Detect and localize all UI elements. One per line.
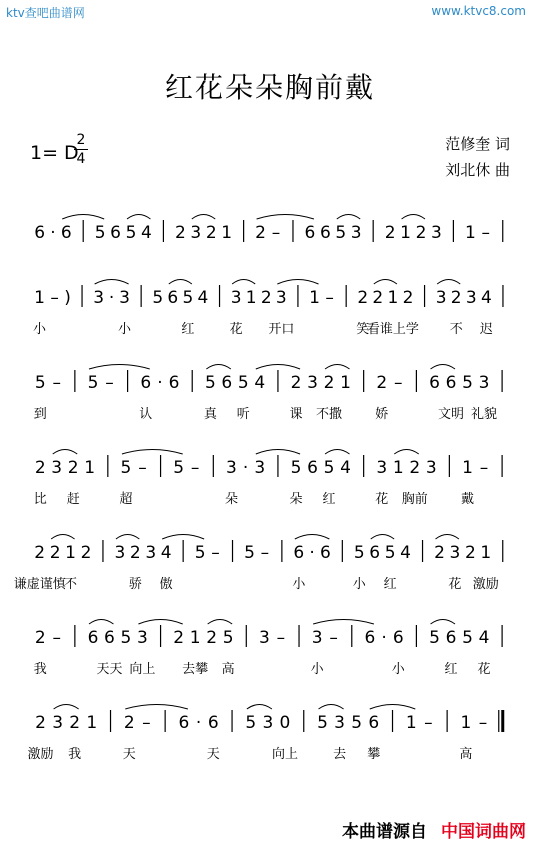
dash-note: – <box>276 628 286 648</box>
note: 5 <box>429 628 440 648</box>
note: 6 <box>364 628 376 648</box>
note: 1 <box>34 288 45 308</box>
slur <box>54 705 79 710</box>
lyric: 向上 <box>129 662 156 677</box>
note: 1 <box>84 458 96 478</box>
slur <box>325 365 349 370</box>
lyric: 看谁上学 <box>366 322 419 337</box>
lyric: 不撒 <box>316 407 343 422</box>
slur <box>431 365 455 370</box>
slur <box>370 705 416 710</box>
lyricist-credit: 范修奎 词 <box>445 135 510 153</box>
slur <box>53 450 77 455</box>
note: 1 <box>309 288 320 308</box>
note: 2 <box>80 543 92 563</box>
slur <box>437 280 460 285</box>
note: 3 <box>435 288 447 308</box>
lyric: 花 <box>477 662 491 677</box>
note: 2 <box>376 373 388 393</box>
lyric: 天天 <box>96 662 123 677</box>
note: 2 <box>402 288 414 308</box>
note: 6 <box>34 223 46 243</box>
lyric: 课 <box>289 407 303 422</box>
lyric: 天 <box>122 747 136 762</box>
source-footer <box>342 817 526 842</box>
dot-mark: · <box>50 223 56 243</box>
note: 5 <box>173 458 185 478</box>
note: 5 <box>125 223 137 243</box>
slur <box>431 620 455 625</box>
lyric: 花 <box>229 322 243 337</box>
note: 6 <box>168 373 180 393</box>
slur <box>325 450 349 455</box>
slur <box>313 620 374 625</box>
lyric: 红 <box>444 662 458 677</box>
note: 5 <box>204 373 216 393</box>
note: 3 <box>449 543 461 563</box>
note: 5 <box>462 373 473 393</box>
note: 2 <box>434 543 445 563</box>
note: 4 <box>197 288 209 308</box>
note: 6 <box>140 373 152 393</box>
lyric: 高 <box>459 747 473 762</box>
lyric: 小 <box>118 322 132 337</box>
lyric: 小 <box>33 322 47 337</box>
note: 1 <box>400 223 411 243</box>
note: 5 <box>237 373 249 393</box>
note: 2 <box>123 713 135 733</box>
note: 2 <box>323 373 335 393</box>
dash-note: – <box>329 628 338 648</box>
note: 3 <box>226 458 237 478</box>
lyric: 迟 <box>479 322 493 337</box>
slur <box>51 535 74 540</box>
slur <box>138 620 182 625</box>
slur <box>89 365 150 370</box>
lyric: 礼貌 <box>470 407 497 422</box>
lyric: 激励 <box>472 577 499 592</box>
note: 5 <box>152 288 164 308</box>
slur <box>319 705 344 710</box>
dot-mark: · <box>195 713 202 733</box>
time-signature-bottom: 4 <box>76 151 86 167</box>
note: 1 <box>462 458 473 478</box>
slur <box>206 365 230 370</box>
note: 3 <box>262 713 274 733</box>
dash-note: – <box>271 223 281 243</box>
note: 5 <box>335 223 347 243</box>
lyric: 攀 <box>367 747 381 762</box>
note: 5 <box>323 458 335 478</box>
note: 6 <box>207 713 219 733</box>
lyric: 赶 <box>66 492 80 507</box>
lyric: 到 <box>33 407 47 422</box>
song-title: 红花朵朵胸前戴 <box>164 71 375 104</box>
lyric: 小 <box>391 662 405 677</box>
dash-note: – <box>190 458 200 478</box>
note: 2 <box>67 458 79 478</box>
dash-note: – <box>50 288 59 308</box>
slur <box>436 535 459 540</box>
slur <box>169 280 192 285</box>
lyric: 比 <box>33 492 47 507</box>
note: 2 <box>129 543 141 563</box>
lyric: 胸前 <box>401 492 428 507</box>
note: 3 <box>145 543 157 563</box>
note: 2 <box>173 628 185 648</box>
slur <box>232 280 255 285</box>
note: 2 <box>34 628 46 648</box>
slur <box>394 450 418 455</box>
note: 4 <box>141 223 152 243</box>
dash-note: – <box>325 288 334 308</box>
note: 3 <box>431 223 442 243</box>
dash-note: – <box>479 458 489 478</box>
note: 2 <box>174 223 186 243</box>
slur <box>256 365 300 370</box>
note: 6 <box>178 713 190 733</box>
note: 2 <box>409 458 421 478</box>
slur <box>162 535 204 540</box>
slur <box>374 280 397 285</box>
note: 5 <box>94 223 106 243</box>
note: 2 <box>255 223 267 243</box>
note: 2 <box>464 543 476 563</box>
note: 3 <box>52 713 64 733</box>
lyric: 傲 <box>159 577 173 592</box>
note: ) <box>64 288 71 308</box>
note: 2 <box>357 288 369 308</box>
note: 2 <box>260 288 272 308</box>
dash-note: – <box>138 458 147 478</box>
note: 6 <box>110 223 122 243</box>
note: 3 <box>334 713 346 733</box>
note: 6 <box>319 543 331 563</box>
time-signature-top: 2 <box>76 132 86 148</box>
note: 2 <box>290 373 302 393</box>
note: 1 <box>460 713 472 733</box>
note: 6 <box>104 628 115 648</box>
note: 2 <box>415 223 427 243</box>
lyric: 激励 <box>27 747 54 762</box>
lyric: 娇 <box>375 407 389 422</box>
dash-note: – <box>424 713 433 733</box>
note: 0 <box>279 713 291 733</box>
note: 6 <box>304 223 316 243</box>
dash-note: – <box>260 543 270 563</box>
lyric: 我 <box>33 662 47 677</box>
slur <box>192 215 215 220</box>
lyric: 小 <box>292 577 306 592</box>
note: 1 <box>340 373 351 393</box>
note: 5 <box>353 543 365 563</box>
slur <box>257 215 314 220</box>
note: 6 <box>368 713 380 733</box>
note: 2 <box>206 628 218 648</box>
note: 2 <box>384 223 396 243</box>
note: 6 <box>221 373 233 393</box>
footer-site-name: 中国词曲网 <box>441 822 526 842</box>
note: 1 <box>480 543 492 563</box>
dash-note: – <box>481 223 491 243</box>
note: 6 <box>429 373 440 393</box>
dash-note: – <box>142 713 151 733</box>
note: 3 <box>376 458 388 478</box>
note: 3 <box>425 458 437 478</box>
note: 3 <box>230 288 242 308</box>
lyric: 去 <box>333 747 347 762</box>
lyric: 去攀 <box>182 662 209 677</box>
note: 3 <box>275 288 287 308</box>
slur <box>402 215 425 220</box>
slur <box>208 620 232 625</box>
note: 5 <box>245 713 257 733</box>
note: 1 <box>245 288 257 308</box>
note: 5 <box>290 458 302 478</box>
note: 3 <box>114 543 126 563</box>
note: 5 <box>182 288 194 308</box>
lyric: 花 <box>448 577 462 592</box>
slur <box>247 705 272 710</box>
note: 5 <box>384 543 396 563</box>
lyric: 超 <box>119 492 133 507</box>
note: 6 <box>307 458 318 478</box>
note: 6 <box>445 373 457 393</box>
note: 5 <box>120 458 132 478</box>
dot-mark: · <box>242 458 249 478</box>
note: 5 <box>222 628 234 648</box>
lyric: 小 <box>352 577 366 592</box>
lyric: 红 <box>383 577 397 592</box>
lyric: 向上 <box>271 747 298 762</box>
note: 3 <box>119 288 130 308</box>
lyric: 谦虚谨慎 <box>13 577 66 592</box>
note: 3 <box>478 373 490 393</box>
note: 6 <box>369 543 381 563</box>
note: 3 <box>51 458 63 478</box>
lyric: 不 <box>449 322 463 337</box>
slur <box>277 280 318 285</box>
lyric: 朵 <box>289 492 303 507</box>
note: 2 <box>69 713 81 733</box>
lyric: 我 <box>68 747 82 762</box>
lyric: 高 <box>221 662 235 677</box>
note: 2 <box>34 458 46 478</box>
note: 3 <box>190 223 202 243</box>
note: 2 <box>450 288 462 308</box>
lyric: 文明 <box>438 407 465 422</box>
slur <box>116 535 139 540</box>
footer-source-label: 本曲谱源自 <box>342 822 427 842</box>
composer-credit: 刘北休 曲 <box>445 161 510 179</box>
note: 1 <box>405 713 417 733</box>
note: 3 <box>311 628 323 648</box>
slur <box>95 280 129 285</box>
key-signature: 1= D <box>30 142 79 164</box>
note: 4 <box>478 628 490 648</box>
lyric: 真 <box>203 407 217 422</box>
note: 4 <box>400 543 411 563</box>
lyric: 戴 <box>460 492 475 507</box>
lyric: 开口 <box>268 322 295 337</box>
note: 6 <box>445 628 457 648</box>
note: 5 <box>351 713 363 733</box>
dash-note: – <box>394 373 403 393</box>
lyric: 花 <box>375 492 389 507</box>
note: 1 <box>392 458 404 478</box>
dash-note: – <box>211 543 220 563</box>
note: 5 <box>462 628 473 648</box>
note: 6 <box>87 628 99 648</box>
watermark-left: ktv查吧曲谱网 <box>6 6 85 20</box>
note: 5 <box>34 373 46 393</box>
lyric: 小 <box>310 662 324 677</box>
slur <box>89 620 113 625</box>
lyric: 骄 <box>128 577 142 592</box>
note: 2 <box>205 223 217 243</box>
lyric: 不 <box>64 577 78 592</box>
note: 3 <box>93 288 105 308</box>
slur <box>337 215 360 220</box>
watermark-right: www.ktvc8.com <box>431 4 526 18</box>
note: 3 <box>254 458 266 478</box>
note: 5 <box>87 373 99 393</box>
note: 2 <box>34 543 46 563</box>
lyric: 听 <box>236 407 250 422</box>
note: 5 <box>244 543 255 563</box>
slur <box>125 705 188 710</box>
note: 3 <box>350 223 362 243</box>
note: 1 <box>387 288 399 308</box>
note: 6 <box>319 223 331 243</box>
dash-note: – <box>478 713 488 733</box>
note: 1 <box>464 223 476 243</box>
slur <box>295 535 330 540</box>
lyric: 笑 <box>356 322 370 337</box>
dash-note: – <box>52 373 61 393</box>
note: 1 <box>221 223 233 243</box>
note: 3 <box>307 373 318 393</box>
lyric: 红 <box>322 492 336 507</box>
dot-mark: · <box>157 373 163 393</box>
slur <box>371 535 394 540</box>
note: 3 <box>137 628 148 648</box>
dash-note: – <box>105 373 114 393</box>
note: 1 <box>65 543 76 563</box>
note: 3 <box>259 628 270 648</box>
slur <box>122 450 183 455</box>
dot-mark: · <box>309 543 315 563</box>
slur <box>256 450 300 455</box>
dash-note: – <box>52 628 61 648</box>
note: 5 <box>194 543 206 563</box>
note: 2 <box>49 543 61 563</box>
note: 4 <box>480 288 492 308</box>
note: 5 <box>120 628 132 648</box>
note: 4 <box>160 543 172 563</box>
dot-mark: · <box>108 288 115 308</box>
slur <box>62 215 104 220</box>
lyric: 红 <box>181 322 195 337</box>
note: 3 <box>465 288 477 308</box>
note: 6 <box>293 543 305 563</box>
dot-mark: · <box>381 628 387 648</box>
note: 2 <box>35 713 46 733</box>
note: 1 <box>86 713 98 733</box>
lyric: 朵 <box>224 492 238 507</box>
note: 4 <box>254 373 266 393</box>
note: 5 <box>317 713 328 733</box>
slur <box>127 215 150 220</box>
note: 6 <box>167 288 179 308</box>
note: 2 <box>372 288 384 308</box>
lyric: 认 <box>139 407 153 422</box>
note: 6 <box>392 628 404 648</box>
note: 6 <box>60 223 72 243</box>
note: 4 <box>340 458 351 478</box>
lyric: 天 <box>206 747 220 762</box>
note: 1 <box>189 628 201 648</box>
